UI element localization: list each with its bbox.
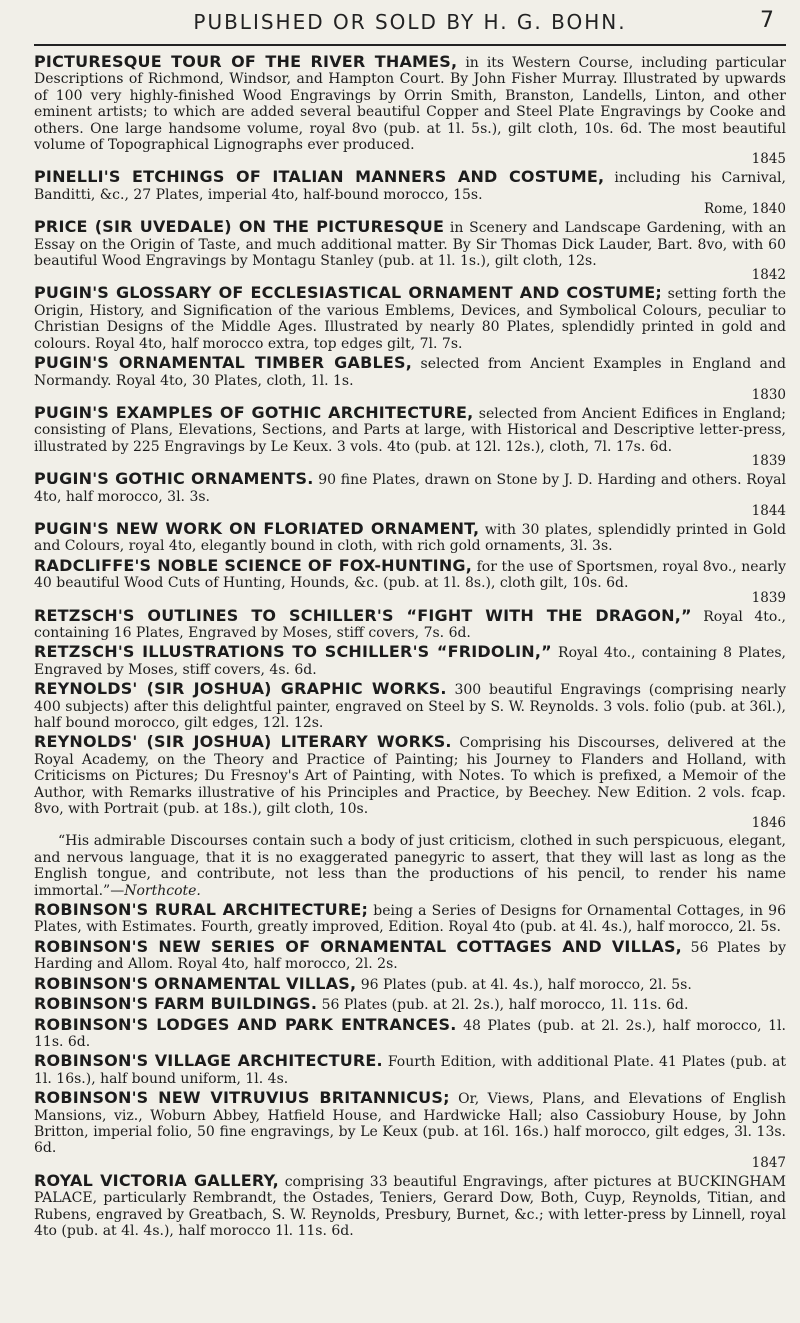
entry-description: including his Carnival, Banditti, &c., 27 Plates, imperial 4to, half-bound morocco, 15s. [34,170,786,203]
catalogue-entry [34,1014,786,1051]
entry-description: Or, Views, Plans, and Elevations of English Mansions, viz., Woburn Abbey, Hatfield House, and Hardwicke Hall; also Cassiobury House, by John Britton, imperial folio, 50 fine engravings, by Le Keux (pub. at 16l. 16s.) half morocco, gilt edges, 3l. 13s. 6d. [34,1091,786,1157]
entry-description: 96 Plates (pub. at 4l. 4s.), half morocco, 2l. 5s. [356,976,692,993]
entry-year: 1847 [751,1154,786,1171]
entry-title: PICTURESQUE TOUR OF THE RIVER THAMES, [34,52,458,71]
entry-title: PUGIN'S GOTHIC ORNAMENTS. [34,469,314,489]
entry-year: 1846 [751,815,786,832]
entry-year: 1830 [751,386,786,403]
entry-title: ROYAL VICTORIA GALLERY, [34,1170,279,1190]
entry-title: REYNOLDS' (SIR JOSHUA) GRAPHIC WORKS. [34,679,447,699]
entry-description: setting forth the Origin, History, and Signification of the various Emblems, Devices, and Symbolical Colours, peculiar to Christian Designs of the Middle Ages. Illustrated by nearly 80 Plates, splendidly printed in gold and colours. Royal 4to, half morocco extra, top edges gilt, 7l. 7s. [34,286,786,352]
entry-year: Rome, 1840 [703,201,786,218]
entry-description: Fourth Edition, with additional Plate. 41 Plates (pub. at 1l. 16s.), half bound uniform, 1l. 4s. [34,1054,786,1087]
entry-title: ROBINSON'S LODGES AND PARK ENTRANCES. [34,1014,457,1034]
catalogue-entry [34,219,786,282]
entry-description: with 30 plates, splendidly printed in Gold and Colours, royal 4to, elegantly bound in cloth, with rich gold ornaments, 3l. 3s. [34,521,786,555]
catalogue-entry [34,605,786,642]
running-title: PUBLISHED OR SOLD BY H. G. BOHN. [193,10,627,34]
catalogue-entry [34,644,786,678]
entry-description: comprising 33 beautiful Engravings, after pictures at BUCKINGHAM PALACE, particularly Rembrandt, the Ostades, Teniers, Gerard Dow, Both, Cuyp, Reynolds, Titian, and Rubens, engraved by Greatbach, S. W. Reynolds, Presbury, Burnet, &c.; with letter-press by Linnell, royal 4to (pub. at 4l. 4s.), half morocco 1l. 11s. 6d. [34,1173,786,1239]
entry-title: PUGIN'S EXAMPLES OF GOTHIC ARCHITECTURE, [34,402,474,422]
entry-year: 1839 [751,453,786,470]
entry-description: 90 fine Plates, drawn on Stone by J. D. Harding and others. Royal 4to, half morocco, 3l. 3s. [34,472,786,505]
catalogue-entry [34,902,786,936]
entry-title: ROBINSON'S NEW VITRUVIUS BRITANNICUS; [34,1088,450,1108]
catalogue-entry [34,285,786,352]
entry-title: PINELLI'S ETCHINGS OF ITALIAN MANNERS AND COSTUME, [34,167,605,187]
catalogue-entry [34,1090,786,1170]
entry-description: Royal 4to., containing 8 Plates, Engraved by Moses, stiff covers, 4s. 6d. [34,645,786,678]
entry-title: PUGIN'S ORNAMENTAL TIMBER GABLES, [34,353,412,373]
entry-title: RETZSCH'S OUTLINES TO SCHILLER'S “FIGHT WITH THE DRAGON,” [34,605,692,625]
entry-list-robinson [34,902,786,1239]
catalogue-entry [34,555,787,606]
catalogue-entry [34,681,786,731]
entry-title: RETZSCH'S ILLUSTRATIONS TO SCHILLER'S “FRIDOLIN,” [34,642,552,662]
entry-description: being a Series of Designs for Ornamental Cottages, in 96 Plates, with Estimates. Fourth, greatly improved, Edition. Royal 4to (pub. at 4l. 4s.), half morocco, 2l. 5s. [34,903,786,936]
entry-description: 56 Plates by Harding and Allom. Royal 4to, half morocco, 2l. 2s. [34,939,786,973]
entry-year: 1844 [751,502,786,519]
catalogue-entry [34,402,787,470]
entry-description: selected from Ancient Examples in England and Normandy. Royal 4to, 30 Plates, cloth, 1l. 1s. [34,356,786,389]
entry-year: 1839 [751,589,786,606]
catalogue-entry [34,355,786,402]
entry-description: Royal 4to., containing 16 Plates, Engraved by Moses, stiff covers, 7s. 6d. [34,608,786,641]
catalogue-entry [34,734,786,830]
catalogue-entry [34,518,786,555]
catalogue-entry [34,973,786,993]
entry-description: for the use of Sportsmen, royal 8vo., nearly 40 beautiful Wood Cuts of Hunting, Hounds, &c. (pub. at 1l. 8s.), cloth gilt, 10s. 6d. [34,558,787,592]
page-number: 7 [760,8,776,33]
quotation [34,833,786,899]
entry-description: selected from Ancient Edifices in England; consisting of Plans, Elevations, Sections, and Parts at large, with Historical and Descriptive letter-press, illustrated by 225 Engravings by Le Keux. 3 vols. 4to (pub. at 12l. 12s.), cloth, 7l. 17s. 6d. [34,405,787,455]
catalogue-entry [34,1170,786,1240]
entry-year: 1842 [751,267,786,284]
entry-description: in its Western Course, including particular Descriptions of Richmond, Windsor, and Hampton Court. By John Fisher Murray. Illustrated by upwards of 100 very highly-finished Wood Engravings by Orrin Smith, Branston, Landells, Linton, and other eminent artists; to which are added several beautiful Copper and Steel Plate Engravings by Cooke and others. One large handsome volume, royal 8vo (pub. at 1l. 5s.), gilt cloth, 10s. 6d. The most beautiful volume of Topographical Lignographs ever produced. [34,55,786,154]
header-rule [34,44,786,46]
entry-list [34,54,786,830]
catalogue-entry [34,54,786,166]
entry-description: 56 Plates (pub. at 2l. 2s.), half morocco, 1l. 11s. 6d. [317,997,689,1014]
catalogue-entry [34,1053,786,1087]
entry-description: 48 Plates (pub. at 2l. 2s.), half morocco, 1l. 11s. 6d. [34,1017,786,1050]
entry-description: in Scenery and Landscape Gardening, with an Essay on the Origin of Taste, and much additional matter. By Sir Thomas Dick Lauder, Bart. 8vo, with 60 beautiful Wood Engravings by Montagu Stanley (pub. at 1l. 1s.), gilt cloth, 12s. [34,220,786,270]
quotation-source: Northcote. [124,882,201,899]
entry-title: ROBINSON'S RURAL ARCHITECTURE; [34,900,369,920]
entry-year: 1845 [751,151,786,168]
entry-title: PUGIN'S GLOSSARY OF ECCLESIASTICAL ORNAMENT AND COSTUME; [34,283,663,303]
entry-title: ROBINSON'S NEW SERIES OF ORNAMENTAL COTTAGES AND VILLAS, [34,936,682,956]
entry-title: PRICE (SIR UVEDALE) ON THE PICTURESQUE [34,217,445,237]
quotation-text: “His admirable Discourses contain such a body of just criticism, clothed in such perspicuous, elegant, and nervous language, that it is no exaggerated panegyric to assert, that they will last as long as the English tongue, and contribute, not less than the productions of his pencil, to render his name immortal.”— [34,833,786,899]
entry-description: 300 beautiful Engravings (comprising nearly 400 subjects) after this delightful painter, engraved on Steel by S. W. Reynolds. 3 vols. folio (pub. at 36l.), half bound morocco, gilt edges, 12l. 12s. [34,682,787,731]
entry-description: Comprising his Discourses, delivered at the Royal Academy, on the Theory and Practice of Painting; his Journey to Flanders and Holland, with Criticisms on Pictures; Du Fresnoy's Art of Painting, with Notes. To which is prefixed, a Memoir of the Author, with Remarks illustrative of his Principles and Practice, by Beechey. New Edition. 2 vols. fcap. 8vo, with Portrait (pub. at 18s.), gilt cloth, 10s. [34,735,786,818]
entry-title: PUGIN'S NEW WORK ON FLORIATED ORNAMENT, [34,518,480,538]
entry-title: REYNOLDS' (SIR JOSHUA) LITERARY WORKS. [34,732,452,752]
entry-title: RADCLIFFE'S NOBLE SCIENCE OF FOX-HUNTING, [34,555,473,575]
catalogue-entry [34,996,786,1013]
catalogue-entry [34,936,786,973]
entry-title: ROBINSON'S VILLAGE ARCHITECTURE. [34,1051,383,1071]
entry-title: ROBINSON'S FARM BUILDINGS. [34,994,318,1014]
catalogue-entry [34,169,786,216]
running-head [34,0,786,42]
entry-title: ROBINSON'S ORNAMENTAL VILLAS, [34,973,357,993]
catalogue-entry [34,471,786,518]
